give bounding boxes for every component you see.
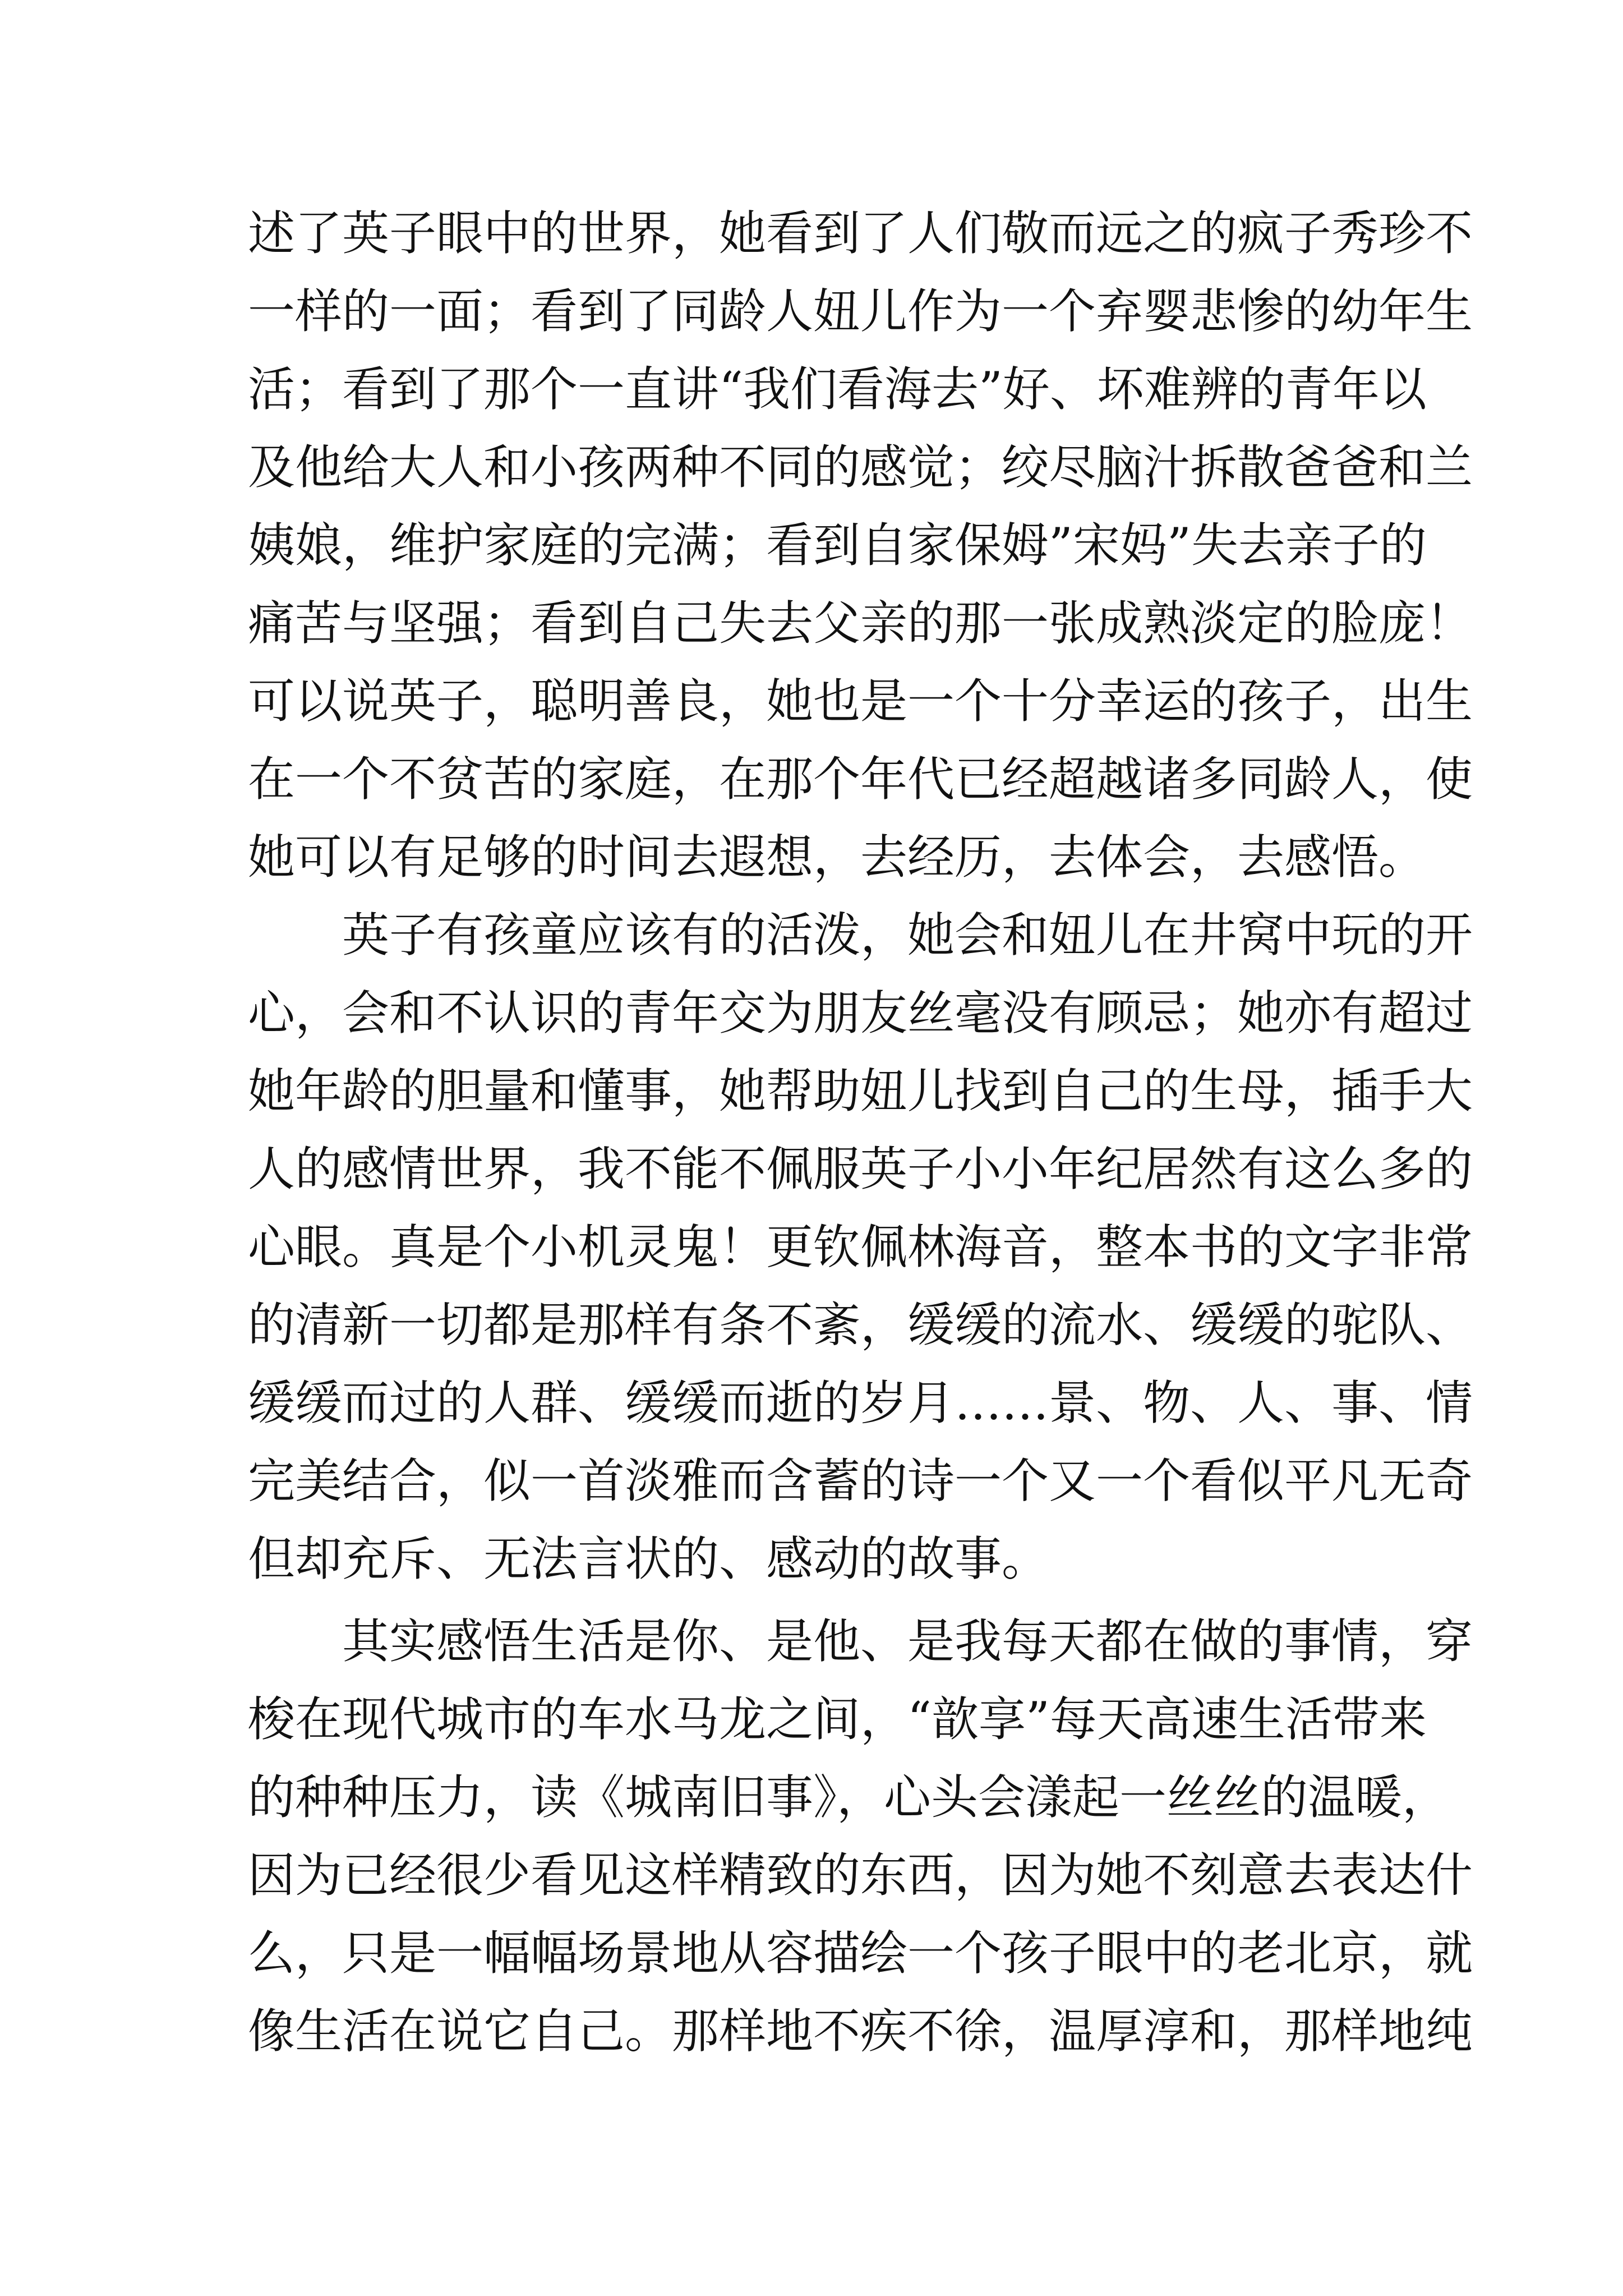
text-line: 人的感情世界，我不能不佩服英子小小年纪居然有这么多的 <box>248 1142 1473 1197</box>
text-line: 完美结合，似一首淡雅而含蓄的诗一个又一个看似平凡无奇 <box>248 1453 1473 1508</box>
text-line: 活；看到了那个一直讲“我们看海去”好、坏难辨的青年以 <box>248 362 1427 417</box>
text-line: 的清新一切都是那样有条不紊，缓缓的流水、缓缓的驼队、 <box>248 1297 1473 1352</box>
text-line: 痛苦与坚强；看到自己失去父亲的那一张成熟淡定的脸庞！ <box>248 596 1473 651</box>
text-line: 可以说英子，聪明善良，她也是一个十分幸运的孩子，出生 <box>248 674 1473 729</box>
text-line: 梭在现代城市的车水马龙之间，“歆享”每天高速生活带来 <box>248 1692 1427 1747</box>
text-line: 的种种压力，读《城南旧事》，心头会漾起一丝丝的温暖， <box>248 1770 1450 1825</box>
text-line: 在一个不贫苦的家庭，在那个年代已经超越诸多同龄人，使 <box>248 752 1473 807</box>
text-line: 心，会和不认识的青年交为朋友丝毫没有顾忌；她亦有超过 <box>248 986 1473 1041</box>
text-line: 其实感悟生活是你、是他、是我每天都在做的事情，穿 <box>248 1614 1473 1669</box>
text-line: 及他给大人和小孩两种不同的感觉；绞尽脑汁拆散爸爸和兰 <box>248 440 1473 495</box>
text-line: 姨娘，维护家庭的完满；看到自家保姆”宋妈”失去亲子的 <box>248 518 1427 573</box>
text-line: 但却充斥、无法言状的、感动的故事。 <box>248 1531 1049 1586</box>
text-line: 因为已经很少看见这样精致的东西，因为她不刻意去表达什 <box>248 1848 1473 1903</box>
text-line: 她年龄的胆量和懂事，她帮助妞儿找到自己的生母，插手大 <box>248 1064 1473 1119</box>
text-line: 一样的一面；看到了同龄人妞儿作为一个弃婴悲惨的幼年生 <box>248 284 1473 339</box>
text-line: 么，只是一幅幅场景地从容描绘一个孩子眼中的老北京，就 <box>248 1926 1473 1981</box>
text-line: 缓缓而过的人群、缓缓而逝的岁月……景、物、人、事、情 <box>248 1375 1473 1430</box>
text-line: 述了英子眼中的世界，她看到了人们敬而远之的疯子秀珍不 <box>248 206 1473 261</box>
text-line: 心眼。真是个小机灵鬼！更钦佩林海音，整本书的文字非常 <box>248 1220 1473 1274</box>
text-line: 像生活在说它自己。那样地不疾不徐，温厚淳和，那样地纯 <box>248 2004 1473 2059</box>
text-line: 她可以有足够的时间去遐想，去经历，去体会，去感悟。 <box>248 830 1426 885</box>
text-line: 英子有孩童应该有的活泼，她会和妞儿在井窝中玩的开 <box>248 908 1473 963</box>
